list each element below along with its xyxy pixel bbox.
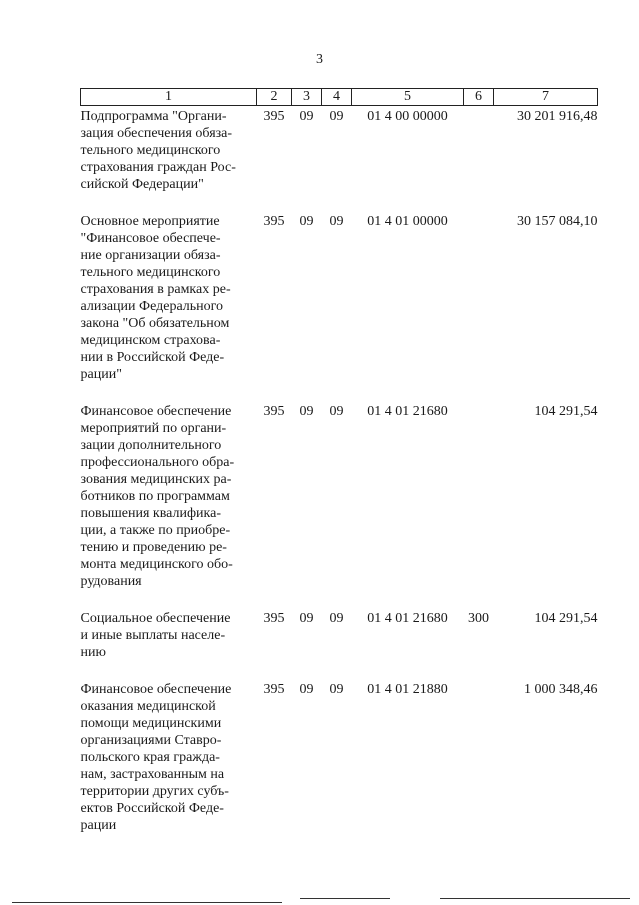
footer-scan-lines [0, 890, 639, 900]
header-col-2: 2 [257, 89, 292, 106]
header-col-7: 7 [494, 89, 598, 106]
row-ministry-code: 395 [263, 109, 285, 124]
table-row [81, 213, 598, 403]
page-number: 3 [316, 52, 323, 67]
header-col-5: 5 [352, 89, 464, 106]
row-section-code: 09 [299, 214, 314, 229]
row-name: Подпрограмма "Органи- зация обеспечения обяза- тельного медицинского страхования граждан Рос- сийской Федерации" [80, 109, 236, 192]
row-name: Социальное обеспечение и иные выплаты населе- нию [80, 611, 231, 660]
row-amount: 104 291,54 [534, 404, 598, 419]
row-name: Финансовое обеспечение оказания медицинской помощи медицинскими организациями Ставро- польского края гражда- нам, застрахованным на территории других субъ- ектов Российской Феде- рации [80, 682, 232, 833]
row-section-code: 09 [299, 611, 314, 626]
header-col-1: 1 [81, 89, 257, 106]
row-amount: 30 201 916,48 [517, 109, 598, 124]
row-section-code: 09 [299, 109, 314, 124]
row-amount: 30 157 084,10 [517, 214, 598, 229]
row-target-article: 01 4 01 00000 [367, 214, 448, 229]
row-target-article: 01 4 01 21680 [367, 611, 448, 626]
table-header [81, 89, 598, 106]
header-row [81, 89, 598, 106]
row-name: Финансовое обеспечение мероприятий по органи- зации дополнительного профессионального обра- зования медицинских ра- ботников по программам повышения квалифика- ции, а также по приобре- тению и проведению ре- монта медицинского обо- рудования [80, 404, 235, 589]
row-ministry-code: 395 [263, 404, 285, 419]
row-section-code: 09 [299, 682, 314, 697]
table-row [81, 681, 598, 854]
table-body [81, 106, 598, 855]
row-ministry-code: 395 [263, 611, 285, 626]
table-row [81, 403, 598, 610]
row-amount: 104 291,54 [534, 611, 598, 626]
row-subsection-code: 09 [329, 109, 344, 124]
header-col-6: 6 [464, 89, 494, 106]
row-expense-type [464, 681, 494, 854]
row-target-article: 01 4 01 21680 [367, 404, 448, 419]
row-subsection-code: 09 [329, 214, 344, 229]
row-target-article: 01 4 01 21880 [367, 682, 448, 697]
row-ministry-code: 395 [263, 214, 285, 229]
row-ministry-code: 395 [263, 682, 285, 697]
budget-table [80, 88, 598, 854]
row-expense-type [464, 106, 494, 214]
footer-line-left [12, 902, 282, 903]
row-section-code: 09 [299, 404, 314, 419]
row-expense-type: 300 [468, 611, 489, 626]
footer-line-right [440, 898, 630, 899]
row-amount: 1 000 348,46 [524, 682, 598, 697]
row-expense-type [464, 213, 494, 403]
table-row [81, 610, 598, 681]
row-subsection-code: 09 [329, 682, 344, 697]
row-expense-type [464, 403, 494, 610]
header-col-3: 3 [292, 89, 322, 106]
row-subsection-code: 09 [329, 404, 344, 419]
footer-line-middle [300, 898, 390, 899]
table-row [81, 106, 598, 214]
row-target-article: 01 4 00 00000 [367, 109, 448, 124]
header-col-4: 4 [322, 89, 352, 106]
row-subsection-code: 09 [329, 611, 344, 626]
row-name: Основное мероприятие "Финансовое обеспече- ние организации обяза- тельного медицинского страхования в рамках ре- ализации Федерального закона "Об обязательном медицинском страхова- нии в Российской Феде- рации" [80, 214, 231, 382]
